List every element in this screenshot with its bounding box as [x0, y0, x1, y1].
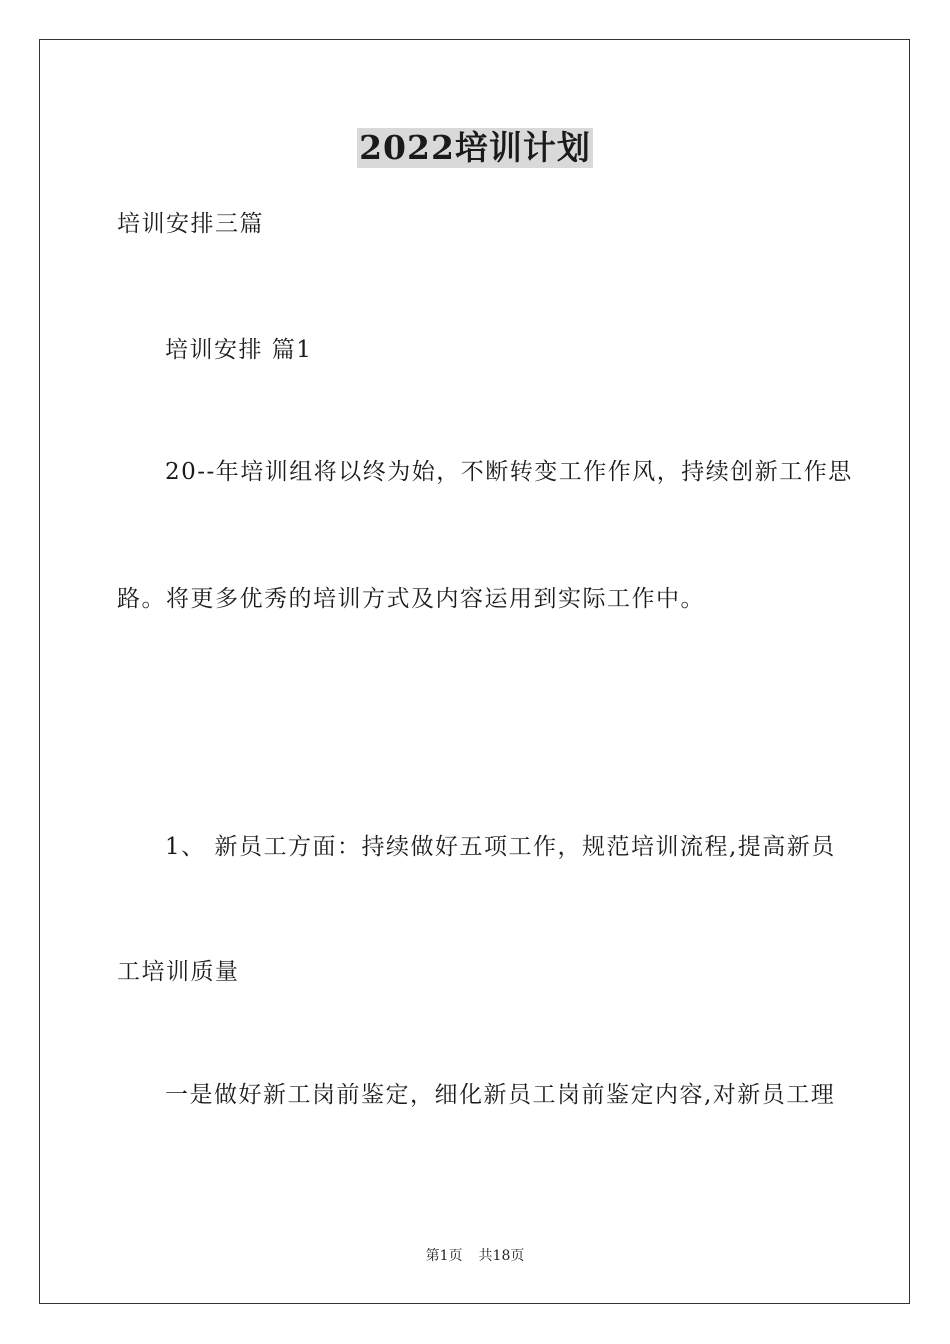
paragraph-line: 工培训质量	[117, 959, 240, 985]
section-heading: 培训安排 篇1	[165, 337, 313, 363]
title-container	[0, 128, 950, 168]
page-footer	[0, 1247, 950, 1265]
page-total: 共18页	[478, 1248, 525, 1264]
paragraph-line: 20--年培训组将以终为始，不断转变工作作风，持续创新工作思	[165, 459, 853, 485]
paragraph-line: 路。将更多优秀的培训方式及内容运用到实际工作中。	[117, 586, 705, 612]
paragraph-line: 一是做好新工岗前鉴定，细化新员工岗前鉴定内容,对新员工理	[165, 1082, 836, 1108]
document-title: 2022培训计划	[359, 128, 591, 167]
page-number: 第1页	[425, 1248, 463, 1264]
document-subtitle: 培训安排三篇	[117, 211, 264, 237]
paragraph-line: 1、 新员工方面：持续做好五项工作，规范培训流程,提高新员	[165, 834, 836, 860]
